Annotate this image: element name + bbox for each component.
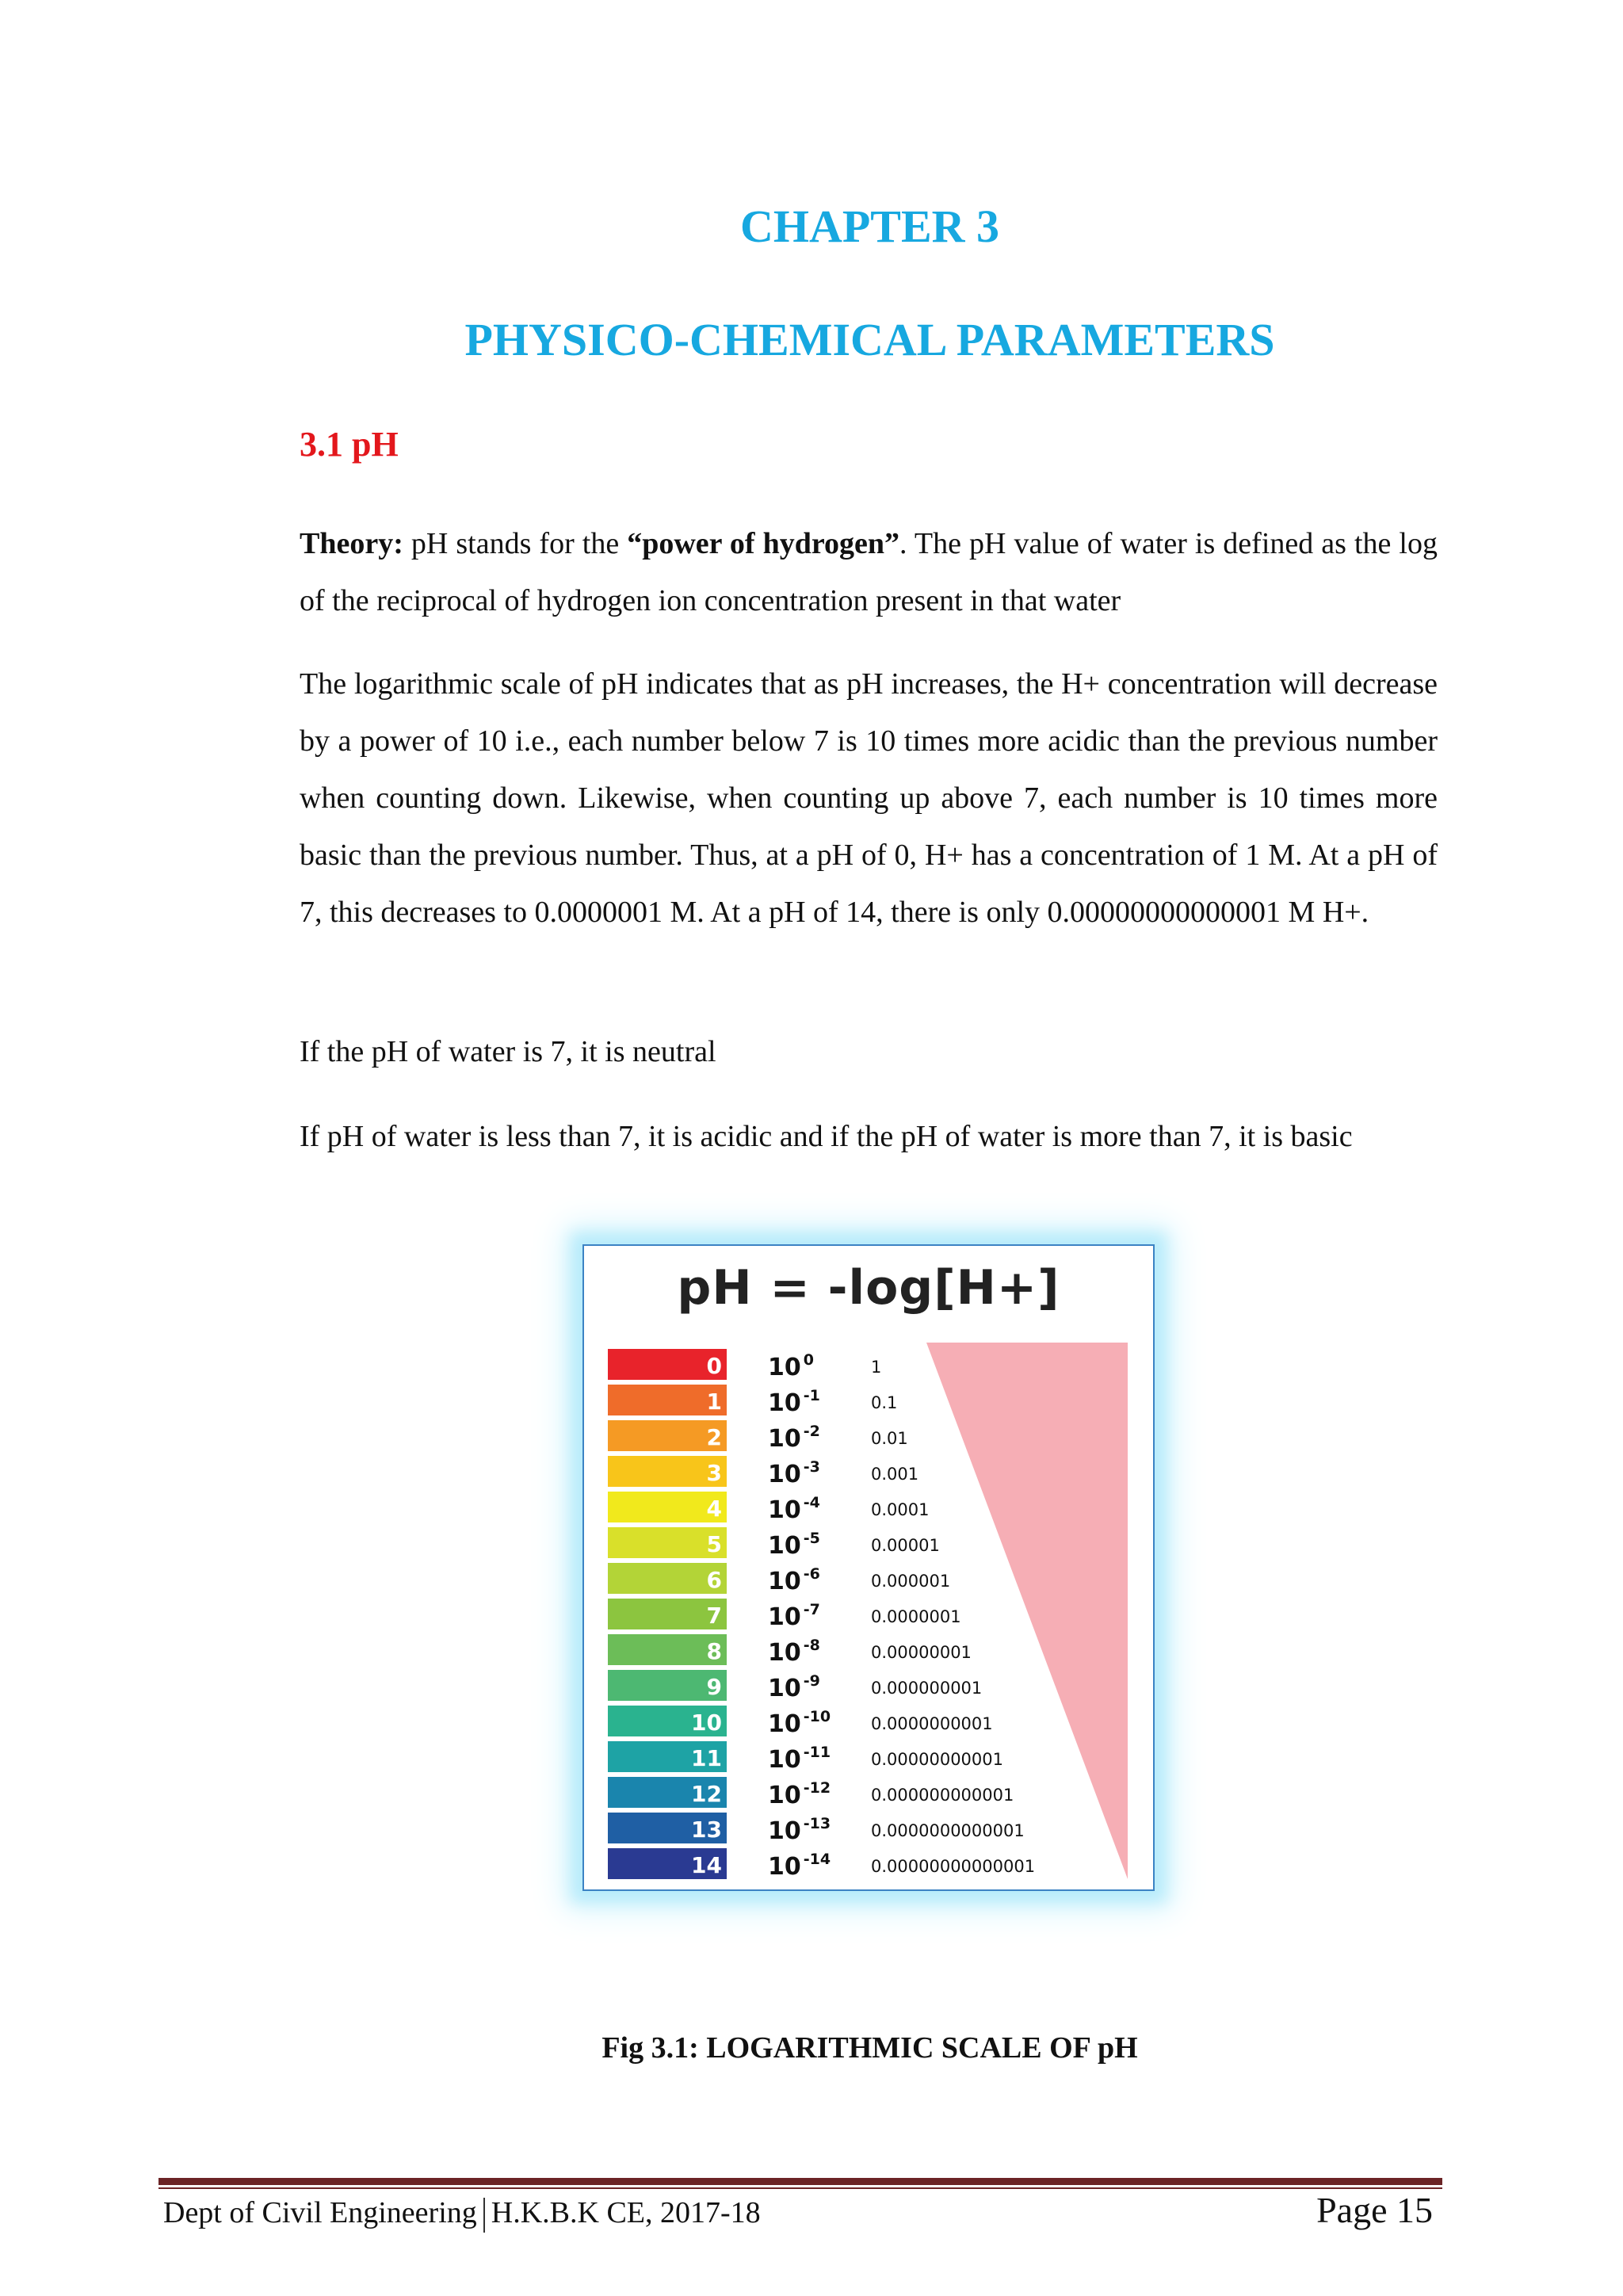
concentration-value: 0.01 <box>871 1429 908 1448</box>
ph-row-1 <box>608 1385 897 1417</box>
ph-row-10 <box>608 1706 993 1738</box>
ph-scale-graphic <box>584 1246 1153 1889</box>
power-of-ten: 10 $^{-8}$ <box>768 1637 820 1667</box>
power-of-ten: 10 $^{-1}$ <box>768 1387 820 1417</box>
power-of-ten: 10 $^{-11}$ <box>768 1744 831 1774</box>
ph-number: 14 <box>691 1852 722 1878</box>
ph-number: 7 <box>706 1603 722 1629</box>
concentration-value: 0.000000000001 <box>871 1786 1014 1805</box>
concentration-value: 0.00000000000001 <box>871 1857 1036 1876</box>
ph-number: 10 <box>691 1710 722 1736</box>
ph-row-9 <box>608 1670 982 1702</box>
power-of-ten: 10 $^{-5}$ <box>768 1530 820 1560</box>
concentration-value: 0.0000000000001 <box>871 1821 1025 1840</box>
ph-number: 0 <box>706 1353 722 1379</box>
footer-rule-thin <box>158 2187 1442 2189</box>
footer-page-number: Page 15 <box>1316 2190 1433 2230</box>
chapter-heading: CHAPTER 3 <box>739 201 1000 252</box>
logarithmic-scale-paragraph: The logarithmic scale of pH indicates that as pH increases, the H+ concentration will decrease by a power of 10 i.e., each number below 7 is 10 times more acidic than the previous number when counting down. Likewise, when counting up above 7, each number is 10 times more basic than the previous number. Thus, at a pH of 0, H+ has a concentration of 1 M. At a pH of 7, this decreases to 0.0000001 M. At a pH of 14, there is only 0.00000000000001 M H+. <box>300 667 1438 929</box>
theory-bold-phrase: “power of hydrogen” <box>627 527 900 560</box>
chapter-title: PHYSICO-CHEMICAL PARAMETERS <box>464 314 1275 365</box>
power-of-ten: 10 $^{-2}$ <box>768 1423 820 1453</box>
concentration-value: 0.00001 <box>871 1536 940 1555</box>
footer-separator <box>483 2198 485 2233</box>
concentration-value: 0.0001 <box>871 1500 930 1519</box>
neutral-paragraph: If the pH of water is 7, it is neutral <box>300 1035 716 1068</box>
section-heading: 3.1 pH <box>300 425 399 464</box>
concentration-value: 0.000001 <box>871 1572 951 1591</box>
ph-formula: pH = -log[H+] <box>677 1260 1060 1316</box>
ph-number: 4 <box>706 1496 722 1522</box>
ph-row-3 <box>608 1456 918 1488</box>
power-of-ten: 10 $^{-12}$ <box>768 1779 831 1809</box>
concentration-value: 0.00000000001 <box>871 1750 1004 1769</box>
power-of-ten: 10 $^0$ <box>768 1351 814 1381</box>
ph-number: 6 <box>706 1567 722 1593</box>
ph-row-7 <box>608 1599 961 1631</box>
ph-row-11 <box>608 1741 1003 1774</box>
ph-row-4 <box>608 1492 929 1524</box>
ph-row-2 <box>608 1420 908 1453</box>
figure-caption: Fig 3.1: LOGARITHMIC SCALE OF pH <box>601 2031 1138 2065</box>
ph-number: 2 <box>706 1424 722 1450</box>
power-of-ten: 10 $^{-13}$ <box>768 1815 831 1845</box>
ph-number: 13 <box>691 1817 722 1843</box>
power-of-ten: 10 $^{-6}$ <box>768 1565 820 1595</box>
ph-row-6 <box>608 1563 950 1595</box>
ph-number: 12 <box>691 1781 722 1807</box>
ph-row-14 <box>608 1848 1035 1881</box>
ph-row-5 <box>608 1527 940 1560</box>
concentration-value: 0.1 <box>871 1393 898 1412</box>
ph-number: 11 <box>691 1745 722 1771</box>
power-of-ten: 10 $^{-10}$ <box>768 1708 831 1738</box>
acidic-basic-paragraph: If pH of water is less than 7, it is acidic and if the pH of water is more than 7, it is basic <box>300 1120 1353 1153</box>
ph-scale-figure <box>582 1244 1155 1891</box>
ph-number: 8 <box>706 1638 722 1664</box>
footer-rule-thick <box>158 2178 1442 2185</box>
theory-text-a: pH stands for the <box>403 527 628 560</box>
power-of-ten: 10 $^{-7}$ <box>768 1601 820 1631</box>
ph-number: 1 <box>706 1389 722 1415</box>
ph-row-13 <box>608 1813 1025 1845</box>
theory-paragraph <box>300 515 1438 629</box>
power-of-ten: 10 $^{-4}$ <box>768 1494 820 1524</box>
concentration-value: 1 <box>871 1358 882 1377</box>
power-of-ten: 10 $^{-3}$ <box>768 1458 820 1488</box>
theory-text-b: . The pH value of water is defined as the log of the reciprocal of hydrogen ion concentration present in that water <box>300 527 1438 617</box>
concentration-value: 0.00000001 <box>871 1643 972 1662</box>
ph-number: 3 <box>706 1460 722 1486</box>
concentration-value: 0.0000000001 <box>871 1714 993 1733</box>
ph-number: 5 <box>706 1531 722 1557</box>
footer-left <box>163 2195 761 2233</box>
ph-row-0 <box>608 1349 881 1381</box>
theory-label: Theory: <box>300 527 403 560</box>
power-of-ten: 10 $^{-14}$ <box>768 1851 831 1881</box>
power-of-ten: 10 $^{-9}$ <box>768 1672 820 1702</box>
ph-row-8 <box>608 1634 972 1667</box>
concentration-value: 0.000000001 <box>871 1679 983 1698</box>
footer-dept: Dept of Civil Engineering <box>163 2196 477 2229</box>
footer-college: H.K.B.K CE, 2017-18 <box>491 2196 761 2229</box>
ph-number: 9 <box>706 1674 722 1700</box>
concentration-value: 0.0000001 <box>871 1607 961 1626</box>
ph-row-12 <box>608 1777 1014 1809</box>
concentration-value: 0.001 <box>871 1465 919 1484</box>
